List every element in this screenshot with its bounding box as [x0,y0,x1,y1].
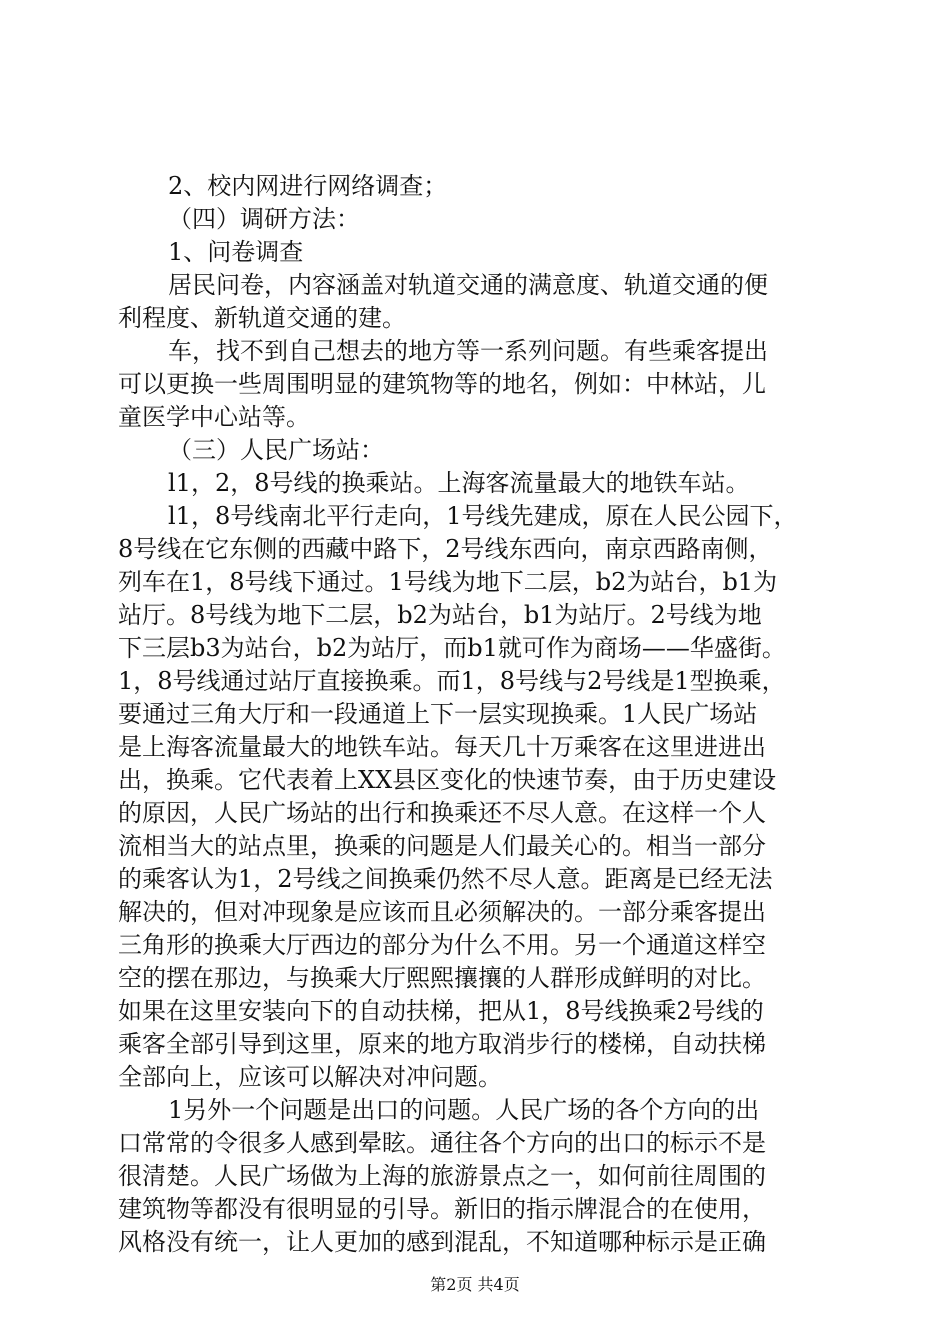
document-body [118,170,830,1259]
text-line: 很清楚。人民广场做为上海的旅游景点之一，如何前往周围的 [118,1162,766,1190]
text-line: 如果在这里安装向下的自动扶梯，把从1，8号线换乘2号线的 [118,997,764,1025]
text-line: 解决的，但对冲现象是应该而且必须解决的。一部分乘客提出 [118,898,766,926]
page-number: 第2页 共4页 [430,1275,520,1294]
page-footer [0,1275,950,1295]
text-line: 2、校内网进行网络调查； [168,172,448,200]
text-line: （三）人民广场站： [168,436,384,464]
text-line: 1另外一个问题是出口的问题。人民广场的各个方向的出 [168,1096,760,1124]
text-line: 1，8号线通过站厅直接换乘。而1，8号线与2号线是1型换乘， [118,667,786,695]
text-line: 利程度、新轨道交通的建。 [118,304,406,332]
text-line: （四）调研方法： [168,205,360,233]
text-line: 1、问卷调查 [168,238,304,266]
text-line: 是上海客流量最大的地铁车站。每天几十万乘客在这里进进出 [118,733,766,761]
text-line: 流相当大的站点里，换乘的问题是人们最关心的。相当一部分 [118,832,766,860]
text-line: 全部向上，应该可以解决对冲问题。 [118,1063,502,1091]
text-line: 车，找不到自己想去的地方等一系列问题。有些乘客提出 [168,337,768,365]
text-line: 的乘客认为1，2号线之间换乘仍然不尽人意。距离是已经无法 [118,865,773,893]
text-line: 建筑物等都没有很明显的引导。新旧的指示牌混合的在使用， [118,1195,766,1223]
text-line: 乘客全部引导到这里，原来的地方取消步行的楼梯，自动扶梯 [118,1030,766,1058]
text-line: 风格没有统一，让人更加的感到混乱，不知道哪种标示是正确 [118,1228,766,1256]
text-line: 列车在1，8号线下通过。1号线为地下二层，b2为站台，b1为 [118,568,778,596]
text-line: 三角形的换乘大厅西边的部分为什么不用。另一个通道这样空 [118,931,766,959]
text-line: 口常常的令很多人感到晕眩。通往各个方向的出口的标示不是 [118,1129,766,1157]
text-line: 的原因，人民广场站的出行和换乘还不尽人意。在这样一个人 [118,799,766,827]
text-line: l1，8号线南北平行走向，1号线先建成，原在人民公园下， [168,502,798,530]
text-line: 站厅。8号线为地下二层，b2为站台，b1为站厅。2号线为地 [118,601,762,629]
text-line: 童医学中心站等。 [118,403,310,431]
text-line: 8号线在它东侧的西藏中路下，2号线东西向，南京西路南侧， [118,535,773,563]
text-line: 空的摆在那边，与换乘大厅熙熙攘攘的人群形成鲜明的对比。 [118,964,766,992]
text-line: 可以更换一些周围明显的建筑物等的地名，例如：中林站，儿 [118,370,766,398]
text-line: l1，2，8号线的换乘站。上海客流量最大的地铁车站。 [168,469,750,497]
text-line: 出，换乘。它代表着上XX县区变化的快速节奏，由于历史建设 [118,766,777,794]
text-line: 下三层b3为站台，b2为站厅，而b1就可作为商场——华盛街。 [118,634,786,662]
text-line: 要通过三角大厅和一段通道上下一层实现换乘。1人民广场站 [118,700,758,728]
text-line: 居民问卷，内容涵盖对轨道交通的满意度、轨道交通的便 [168,271,768,299]
